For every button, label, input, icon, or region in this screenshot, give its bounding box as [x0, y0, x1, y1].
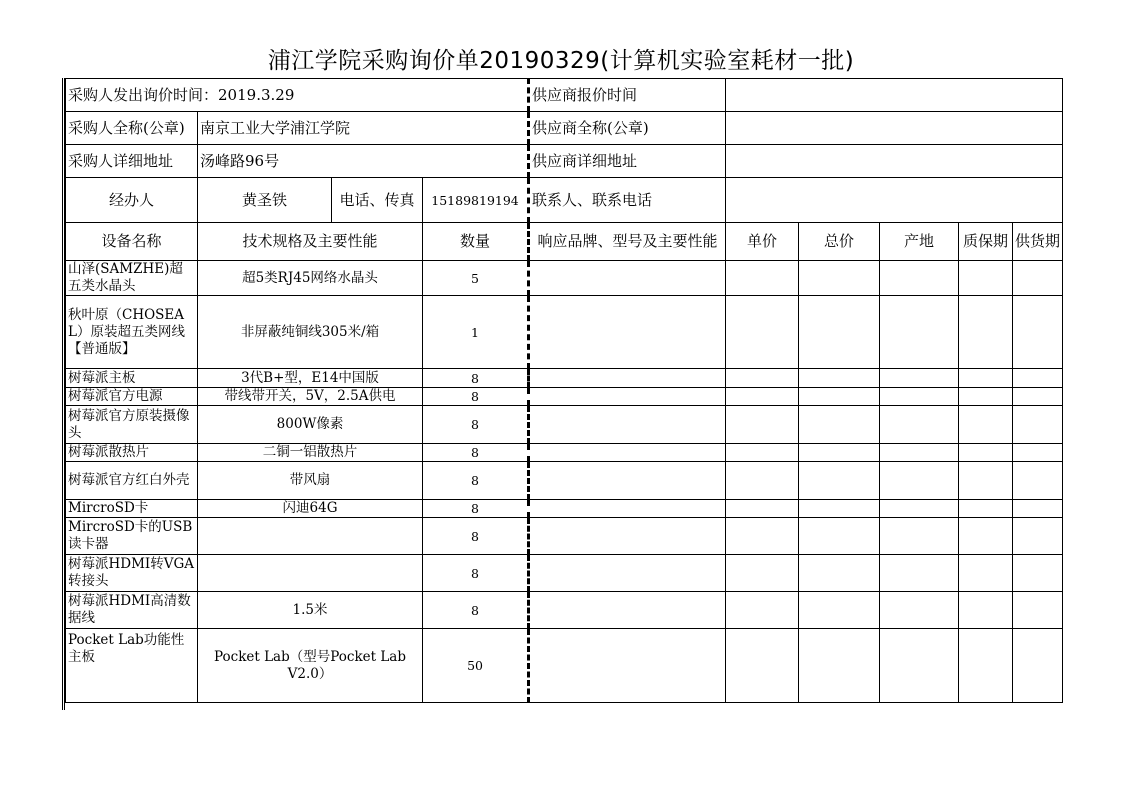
unit-price-cell[interactable] — [726, 369, 799, 388]
response-cell[interactable] — [529, 406, 726, 444]
table-row — [66, 369, 1063, 388]
table-row — [66, 462, 1063, 500]
origin-cell[interactable] — [880, 444, 959, 462]
response-cell[interactable] — [529, 518, 726, 555]
table-row — [66, 388, 1063, 406]
table-row — [66, 444, 1063, 462]
item-name: 树莓派HDMI高清数据线 — [66, 592, 198, 629]
response-cell[interactable] — [529, 592, 726, 629]
unit-price-cell[interactable] — [726, 500, 799, 518]
item-name: 秋叶原（CHOSEAL）原装超五类网线【普通版】 — [66, 296, 198, 369]
total-price-cell[interactable] — [799, 555, 880, 592]
delivery-cell[interactable] — [1013, 500, 1063, 518]
origin-cell[interactable] — [880, 296, 959, 369]
item-spec: Pocket Lab（型号Pocket Lab V2.0） — [198, 629, 423, 703]
response-cell[interactable] — [529, 462, 726, 500]
unit-price-cell[interactable] — [726, 629, 799, 703]
delivery-cell[interactable] — [1013, 462, 1063, 500]
item-qty: 5 — [423, 261, 529, 296]
item-name: 树莓派HDMI转VGA转接头 — [66, 555, 198, 592]
origin-cell[interactable] — [880, 388, 959, 406]
supplier-quote-time-label: 供应商报价时间 — [529, 79, 726, 112]
col-unit-price: 单价 — [726, 223, 799, 261]
item-spec: 非屏蔽纯铜线305米/箱 — [198, 296, 423, 369]
total-price-cell[interactable] — [799, 261, 880, 296]
delivery-cell[interactable] — [1013, 555, 1063, 592]
origin-cell[interactable] — [880, 629, 959, 703]
warranty-cell[interactable] — [959, 629, 1013, 703]
item-spec: 带线带开关，5V，2.5A供电 — [198, 388, 423, 406]
info-row-handler — [66, 178, 1063, 223]
item-qty: 8 — [423, 500, 529, 518]
table-row — [66, 261, 1063, 296]
total-price-cell[interactable] — [799, 388, 880, 406]
item-spec: 800W像素 — [198, 406, 423, 444]
item-qty: 8 — [423, 462, 529, 500]
origin-cell[interactable] — [880, 261, 959, 296]
delivery-cell[interactable] — [1013, 388, 1063, 406]
origin-cell[interactable] — [880, 462, 959, 500]
unit-price-cell[interactable] — [726, 261, 799, 296]
supplier-address-value[interactable] — [726, 145, 1063, 178]
warranty-cell[interactable] — [959, 369, 1013, 388]
issue-time-cell[interactable] — [66, 79, 529, 112]
total-price-cell[interactable] — [799, 369, 880, 388]
warranty-cell[interactable] — [959, 592, 1013, 629]
total-price-cell[interactable] — [799, 462, 880, 500]
table-row — [66, 406, 1063, 444]
item-spec — [198, 555, 423, 592]
response-cell[interactable] — [529, 369, 726, 388]
col-spec: 技术规格及主要性能 — [198, 223, 423, 261]
delivery-cell[interactable] — [1013, 444, 1063, 462]
col-delivery: 供货期 — [1013, 223, 1063, 261]
item-qty: 8 — [423, 369, 529, 388]
delivery-cell[interactable] — [1013, 261, 1063, 296]
purchaser-name-label: 采购人全称(公章) — [66, 112, 198, 145]
unit-price-cell[interactable] — [726, 444, 799, 462]
item-name: 山泽(SAMZHE)超五类水晶头 — [66, 261, 198, 296]
item-name: MircroSD卡 — [66, 500, 198, 518]
col-total-price: 总价 — [799, 223, 880, 261]
item-spec: 3代B+型，E14中国版 — [198, 369, 423, 388]
item-qty: 8 — [423, 388, 529, 406]
info-row-issue-time — [66, 79, 1063, 112]
delivery-cell[interactable] — [1013, 296, 1063, 369]
total-price-cell[interactable] — [799, 629, 880, 703]
item-name: 树莓派官方红白外壳 — [66, 462, 198, 500]
delivery-cell[interactable] — [1013, 518, 1063, 555]
handler-label: 经办人 — [66, 178, 198, 223]
origin-cell[interactable] — [880, 592, 959, 629]
phone-value[interactable]: 15189819194 — [423, 178, 529, 223]
total-price-cell[interactable] — [799, 500, 880, 518]
col-warranty: 质保期 — [959, 223, 1013, 261]
issue-time-label: 采购人发出询价时间： — [68, 85, 219, 104]
response-cell[interactable] — [529, 296, 726, 369]
origin-cell[interactable] — [880, 555, 959, 592]
item-qty: 8 — [423, 444, 529, 462]
item-qty: 8 — [423, 518, 529, 555]
item-name: MircroSD卡的USB读卡器 — [66, 518, 198, 555]
total-price-cell[interactable] — [799, 518, 880, 555]
delivery-cell[interactable] — [1013, 629, 1063, 703]
phone-label: 电话、传真 — [332, 178, 423, 223]
unit-price-cell[interactable] — [726, 462, 799, 500]
page-title: 浦江学院采购询价单20190329(计算机实验室耗材一批) — [267, 48, 855, 74]
item-qty: 8 — [423, 555, 529, 592]
response-cell[interactable] — [529, 629, 726, 703]
table-row — [66, 500, 1063, 518]
origin-cell[interactable] — [880, 500, 959, 518]
delivery-cell[interactable] — [1013, 592, 1063, 629]
col-device: 设备名称 — [66, 223, 198, 261]
origin-cell[interactable] — [880, 369, 959, 388]
item-spec — [198, 518, 423, 555]
warranty-cell[interactable] — [959, 261, 1013, 296]
warranty-cell[interactable] — [959, 500, 1013, 518]
info-row-purchaser-name — [66, 112, 1063, 145]
item-qty: 8 — [423, 592, 529, 629]
table-row — [66, 555, 1063, 592]
origin-cell[interactable] — [880, 406, 959, 444]
col-response: 响应品牌、型号及主要性能 — [529, 223, 726, 261]
total-price-cell[interactable] — [799, 444, 880, 462]
delivery-cell[interactable] — [1013, 369, 1063, 388]
total-price-cell[interactable] — [799, 296, 880, 369]
unit-price-cell[interactable] — [726, 388, 799, 406]
unit-price-cell[interactable] — [726, 406, 799, 444]
unit-price-cell[interactable] — [726, 592, 799, 629]
item-name: Pocket Lab功能性主板 — [66, 629, 198, 703]
response-cell[interactable] — [529, 500, 726, 518]
warranty-cell[interactable] — [959, 518, 1013, 555]
total-price-cell[interactable] — [799, 592, 880, 629]
warranty-cell[interactable] — [959, 388, 1013, 406]
unit-price-cell[interactable] — [726, 296, 799, 369]
warranty-cell[interactable] — [959, 462, 1013, 500]
purchaser-name-value[interactable]: 南京工业大学浦江学院 — [198, 112, 529, 145]
item-qty: 8 — [423, 406, 529, 444]
warranty-cell[interactable] — [959, 296, 1013, 369]
total-price-cell[interactable] — [799, 406, 880, 444]
item-qty: 50 — [423, 629, 529, 703]
warranty-cell[interactable] — [959, 555, 1013, 592]
table-row — [66, 629, 1063, 703]
supplier-name-value[interactable] — [726, 112, 1063, 145]
inquiry-sheet — [62, 78, 1063, 710]
warranty-cell[interactable] — [959, 444, 1013, 462]
col-qty: 数量 — [423, 223, 529, 261]
origin-cell[interactable] — [880, 518, 959, 555]
response-cell[interactable] — [529, 555, 726, 592]
contact-label: 联系人、联系电话 — [529, 178, 726, 223]
unit-price-cell[interactable] — [726, 518, 799, 555]
item-name: 树莓派官方原装摄像头 — [66, 406, 198, 444]
table-row — [66, 296, 1063, 369]
warranty-cell[interactable] — [959, 406, 1013, 444]
unit-price-cell[interactable] — [726, 555, 799, 592]
handler-value[interactable]: 黄圣铁 — [198, 178, 332, 223]
col-origin: 产地 — [880, 223, 959, 261]
contact-value[interactable] — [726, 178, 1063, 223]
table-row — [66, 592, 1063, 629]
purchaser-address-label: 采购人详细地址 — [66, 145, 198, 178]
supplier-address-label: 供应商详细地址 — [529, 145, 726, 178]
item-spec: 二铜一铝散热片 — [198, 444, 423, 462]
item-spec: 超5类RJ45网络水晶头 — [198, 261, 423, 296]
item-name: 树莓派官方电源 — [66, 388, 198, 406]
response-cell[interactable] — [529, 444, 726, 462]
info-row-address — [66, 145, 1063, 178]
purchaser-address-value[interactable]: 汤峰路96号 — [198, 145, 529, 178]
column-header-row — [66, 223, 1063, 261]
supplier-quote-time-value[interactable] — [726, 79, 1063, 112]
item-spec: 1.5米 — [198, 592, 423, 629]
table-row — [66, 518, 1063, 555]
item-spec: 闪迪64G — [198, 500, 423, 518]
item-name: 树莓派主板 — [66, 369, 198, 388]
delivery-cell[interactable] — [1013, 406, 1063, 444]
issue-time-value: 2019.3.29 — [218, 85, 295, 104]
inquiry-table — [65, 78, 1063, 703]
item-spec: 带风扇 — [198, 462, 423, 500]
item-qty: 1 — [423, 296, 529, 369]
response-cell[interactable] — [529, 261, 726, 296]
response-cell[interactable] — [529, 388, 726, 406]
item-name: 树莓派散热片 — [66, 444, 198, 462]
supplier-name-label: 供应商全称(公章) — [529, 112, 726, 145]
